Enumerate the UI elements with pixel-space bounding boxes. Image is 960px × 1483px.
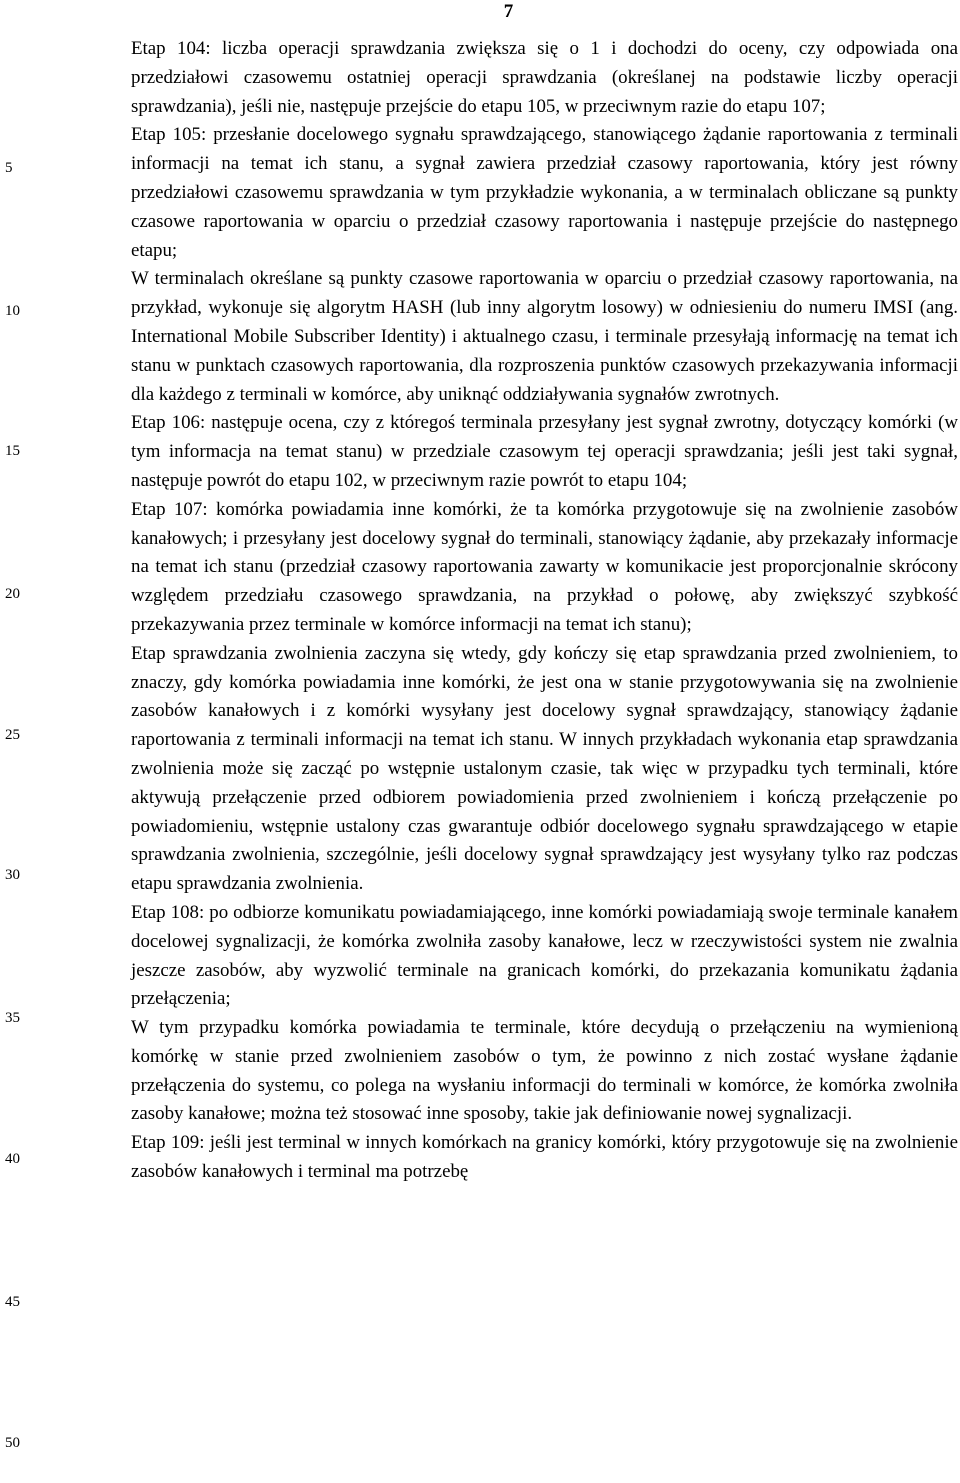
paragraph-etap-106: Etap 106: następuje ocena, czy z któregoś terminala przesyłany jest sygnał zwrotny, dotyczący komórki (w tym informacja na temat stanu) w przedziale czasowym tej operacji sprawdzania; jeśli jest taki sygnał, następuje powrót do etapu 102, w przeciwnym razie powrót to etapu 104;	[131, 412, 958, 491]
line-number: 10	[5, 303, 20, 319]
line-number: 35	[5, 1010, 20, 1026]
paragraph-etap-104: Etap 104: liczba operacji sprawdzania zwiększa się o 1 i dochodzi do oceny, czy odpowiada ona przedziałowi czasowemu ostatniej operacji sprawdzania (określanej na podstawie liczby operacji sprawdzania), jeśli nie, następuje przejście do etapu 105, w przeciwnym razie do etapu 107;	[131, 38, 958, 117]
paragraph-release-check: Etap sprawdzania zwolnienia zaczyna się wtedy, gdy kończy się etap sprawdzania przed zwolnieniem, to znaczy, gdy komórka powiadamia inne komórki, że jest ona w stanie przygotowywania się na zwolnienie zasobów kanałowych i z komórki wysyłany jest docelowy sygnał sprawdzający, stanowiący żądanie raportowania z terminali informacji na temat ich stanu. W innych przykładach wykonania etap sprawdzania zwolnienia może się zacząć po wstępnie ustalonym czasie, tak więc w przypadku tych terminali, które aktywują przełączenie przed odbiorem powiadomienia przed zwolnieniem i kończą przełączenie po powiadomieniu, wstępnie ustalony czas gwarantuje odbiór docelowego sygnału sprawdzającego w etapie sprawdzania zwolnienia, szczególnie, jeśli docelowy sygnał sprawdzający jest wysyłany tylko raz podczas etapu sprawdzania zwolnienia.	[131, 642, 958, 895]
paragraph-etap-108: Etap 108: po odbiorze komunikatu powiadamiającego, inne komórki powiadamiają swoje terminale kanałem docelowej sygnalizacji, że komórka zwolniła zasoby kanałowe, lecz w rzeczywistości system nie zwalnia jeszcze zasobów, aby wyzwolić terminale na granicach komórki, do przekazania komunikatu żądania przełączenia;	[131, 901, 958, 1010]
paragraph-etap-107: Etap 107: komórka powiadamia inne komórki, że ta komórka przygotowuje się na zwolnienie zasobów kanałowych; i przesyłany jest docelowy sygnał do terminali, stanowiący żądanie, aby przekazały informacje na temat ich stanu (przedział czasowy raportowania zawarty w komunikacie jest proporcjonalnie skrócony względem przedziału czasowego sprawdzania, na przykład o połowę, aby zwiększyć szybkość przekazywania przez terminale w komórce informacji na temat ich stanu);	[131, 498, 958, 635]
line-number: 45	[5, 1294, 20, 1310]
line-number: 30	[5, 867, 20, 883]
line-number: 50	[5, 1435, 20, 1451]
line-number: 5	[5, 160, 13, 176]
paragraph-notification: W tym przypadku komórka powiadamia te terminale, które decydują o przełączeniu na wymienioną komórkę w stanie przed zwolnieniem zasobów o tym, że powinno z nich zostać wysłane żądanie przełączenia do systemu, co polega na wysłaniu informacji do terminali w komórce, że komórka zwolniła zasoby kanałowe; można też stosować inne sposoby, takie jak definiowanie nowej sygnalizacji.	[131, 1017, 958, 1125]
line-number: 20	[5, 586, 20, 602]
paragraph-etap-105: Etap 105: przesłanie docelowego sygnału sprawdzającego, stanowiącego żądanie raportowania z terminali informacji na temat ich stanu, a sygnał zawiera przedział czasowy raportowania, który jest równy przedziałowi czasowemu sprawdzania w tym przykładzie wykonania, a w terminalach obliczane są punkty czasowe raportowania w oparciu o przedział czasowy raportowania i następuje przejście do następnego etapu;	[131, 124, 958, 261]
document-body	[131, 35, 958, 1187]
line-number: 25	[5, 727, 20, 743]
page-number: 7	[503, 1, 514, 22]
line-number: 40	[5, 1151, 20, 1167]
paragraph-terminal-reporting: W terminalach określane są punkty czasowe raportowania w oparciu o przedział czasowy raportowania, na przykład, wykonuje się algorytm HASH (lub inny algorytm losowy) w odniesieniu do numeru IMSI (ang. International Mobile Subscriber Identity) i aktualnego czasu, i terminale przesyłają informację na temat ich stanu w punktach czasowych raportowania, dla rozproszenia punktów czasowych przekazywania informacji dla każdego z terminali w komórce, aby uniknąć oddziaływania sygnałów zwrotnych.	[131, 268, 958, 405]
line-number: 15	[5, 443, 20, 459]
paragraph-etap-109: Etap 109: jeśli jest terminal w innych komórkach na granicy komórki, który przygotowuje się na zwolnienie zasobów kanałowych i terminal ma potrzebę	[131, 1132, 958, 1183]
